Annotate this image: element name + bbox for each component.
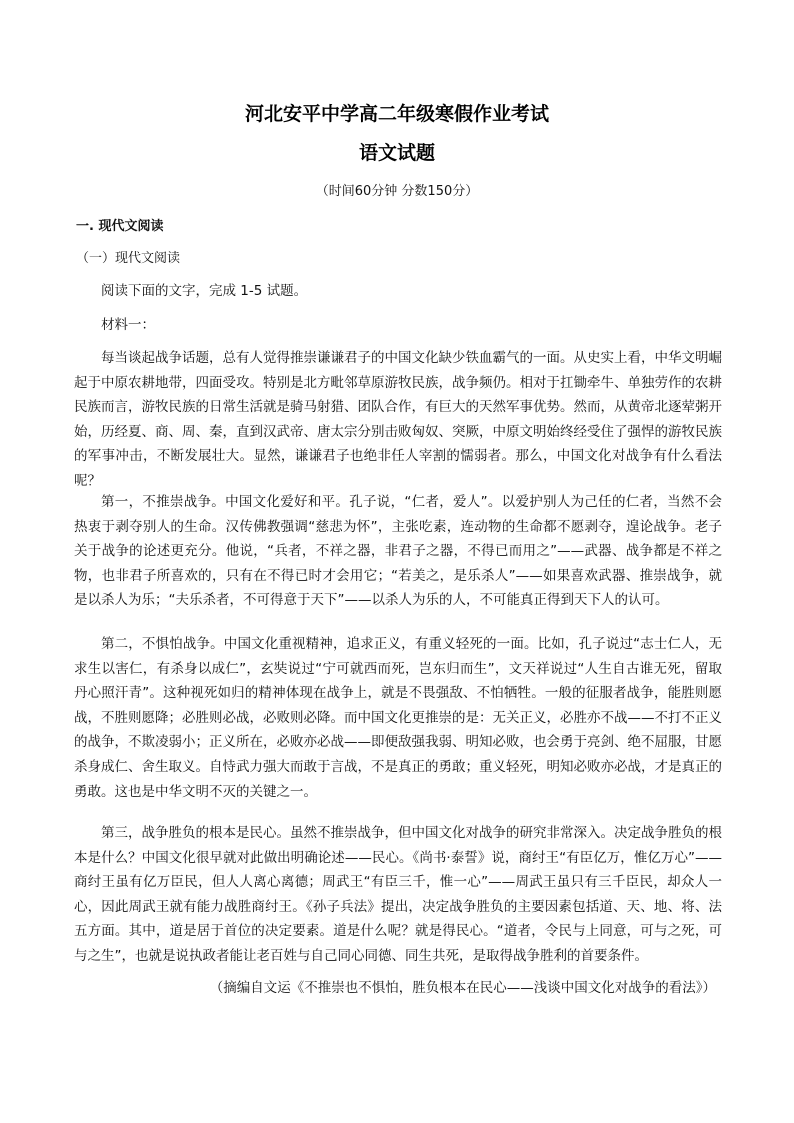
paragraph-first-point: 第一，不推崇战争。中国文化爱好和平。孔子说，“仁者，爱人”。以爱护别人为己任的仁者，当然不会热衷于剥夺别人的生命。汉传佛教强调“慈悲为怀”，主张吃素，连动物的生命都不愿剥夺，遑论战争。老子关于战争的论述更充分。他说，“兵者，不祥之器，非君子之器，不得已而用之”——武器、战争都是不祥之物，也非君子所喜欢的，只有在不得已时才会用它；“若美之，是乐杀人”——如果喜欢武器、推崇战争，就是以杀人为乐；“夫乐杀者，不可得意于天下”——以杀人为乐的人，不可能真正得到天下人的认可。 (74, 494, 722, 609)
material-label: 材料一： (101, 317, 155, 333)
section-subheading: （一）现代文阅读 (76, 251, 181, 266)
exam-title: 河北安平中学高二年级寒假作业考试 (244, 103, 549, 125)
section-heading: 一. 现代文阅读 (76, 219, 164, 234)
exam-subtitle: 语文试题 (358, 142, 435, 164)
reading-instruction: 阅读下面的文字，完成 1-5 试题。 (101, 283, 308, 299)
exam-info: （时间60分钟 分数150分） (315, 184, 479, 199)
paragraph-third-point: 第三，战争胜负的根本是民心。虽然不推崇战争，但中国文化对战争的研究非常深入。决定战争胜负的根本是什么？中国文化很早就对此做出明确论述——民心。《尚书·泰誓》说，商纣王“有臣亿万，惟亿万心”——商纣王虽有亿万臣民，但人人离心离德；周武王“有臣三千，惟一心”——周武王虽只有三千臣民，却众人一心，因此周武王就有能力战胜商纣王。《孙子兵法》提出，决定战争胜负的主要因素包括道、天、地、将、法五方面。其中，道是居于首位的决定要素。道是什么呢？就是得民心。“道者，令民与上同意，可与之死，可与之生”，也就是说执政者能让老百姓与自己同心同德、同生共死，是取得战争胜利的首要条件。 (74, 825, 722, 964)
source-citation: （摘编自文运《不推崇也不惧怕，胜负根本在民心——浅谈中国文化对战争的看法》） (209, 980, 716, 996)
paragraph-intro: 每当谈起战争话题，总有人觉得推崇谦谦君子的中国文化缺少铁血霸气的一面。从史实上看，中华文明崛起于中原农耕地带，四面受攻。特别是北方毗邻草原游牧民族，战争频仍。相对于扛锄牵牛、单独劳作的农耕民族而言，游牧民族的日常生活就是骑马射猎、团队合作，有巨大的天然军事优势。然而，从黄帝北逐荤粥开始，历经夏、商、周、秦，直到汉武帝、唐太宗分别击败匈奴、突厥，中原文明始终经受住了强悍的游牧民族的军事冲击，不断发展壮大。显然，谦谦君子也绝非任人宰割的懦弱者。那么，中国文化对战争有什么看法呢？ (74, 350, 722, 489)
paragraph-second-point: 第二，不惧怕战争。中国文化重视精神，追求正义，有重义轻死的一面。比如，孔子说过“志士仁人，无求生以害仁，有杀身以成仁”，玄奘说过“宁可就西而死，岂东归而生”，文天祥说过“人生自古谁无死，留取丹心照汗青”。这种视死如归的精神体现在战争上，就是不畏强敌、不怕牺牲。一般的征服者战争，能胜则愿战，不胜则愿降；必胜则必战，必败则必降。而中国文化更推崇的是：无关正义，必胜亦不战——不打不正义的战争，不欺凌弱小；正义所在，必败亦必战——即便敌强我弱、明知必败，也会勇于亮剑、绝不屈服，甘愿杀身成仁、舍生取义。自恃武力强大而敢于言战，不是真正的勇敢；重义轻死，明知必败亦必战，才是真正的勇敢。这也是中华文明不灭的关键之一。 (74, 636, 722, 800)
